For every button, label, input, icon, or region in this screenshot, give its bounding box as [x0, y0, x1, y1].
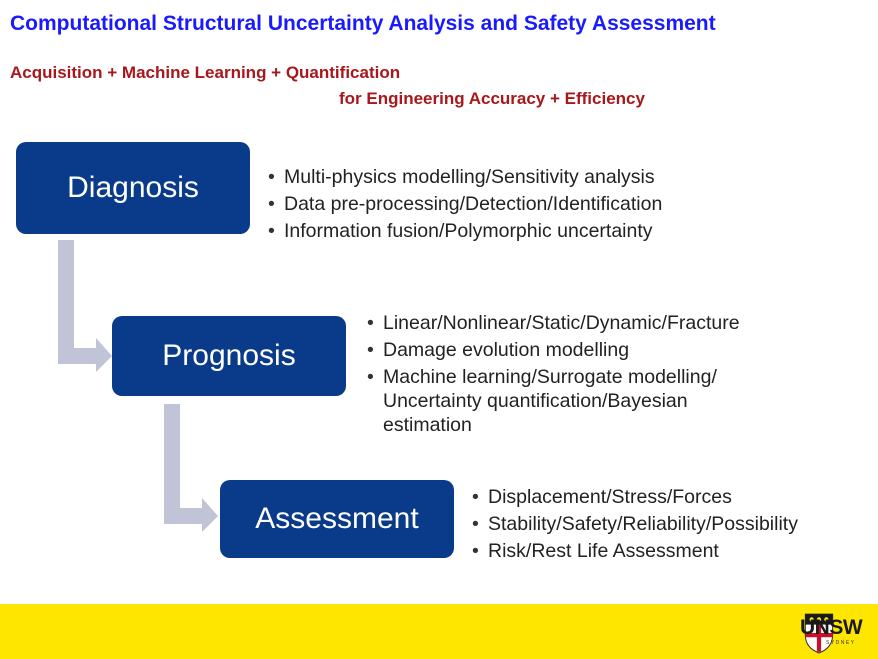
subtitle-line-2: for Engineering Accuracy + Efficiency: [339, 89, 645, 108]
list-item: • Data pre-processing/Detection/Identification: [268, 192, 748, 217]
stage-box-prognosis: [112, 316, 346, 396]
unsw-logo-subtext: SYDNEY: [826, 640, 856, 646]
footer-bar: [0, 604, 878, 659]
list-item: • Multi-physics modelling/Sensitivity analysis: [268, 165, 748, 190]
list-item: • Stability/Safety/Reliability/Possibility: [472, 512, 862, 537]
arrow-prognosis-to-assessment: [160, 404, 222, 532]
list-item: • Linear/Nonlinear/Static/Dynamic/Fracture: [367, 311, 787, 336]
prognosis-bullet-list: [367, 311, 787, 439]
arrow-diagnosis-to-prognosis: [52, 240, 114, 372]
stage-box-assessment: [220, 480, 454, 558]
diagnosis-bullet-list: [268, 165, 748, 246]
stage-label-prognosis: Prognosis: [162, 339, 296, 372]
list-item: • Machine learning/Surrogate modelling/ Uncertainty quantification/Bayesian estimation: [367, 365, 773, 437]
stage-box-diagnosis: [16, 142, 250, 234]
assessment-bullet-list: [472, 485, 862, 566]
list-item: • Displacement/Stress/Forces: [472, 485, 862, 510]
list-item: • Damage evolution modelling: [367, 338, 787, 363]
subtitle-line-1: Acquisition + Machine Learning + Quantification: [10, 63, 401, 82]
list-item: • Risk/Rest Life Assessment: [472, 539, 862, 564]
unsw-logo-text: UNSW: [800, 616, 863, 639]
slide-title: Computational Structural Uncertainty Analysis and Safety Assessment: [10, 12, 716, 35]
list-item: • Information fusion/Polymorphic uncertainty: [268, 219, 748, 244]
stage-label-assessment: Assessment: [255, 502, 419, 535]
stage-label-diagnosis: Diagnosis: [67, 171, 199, 204]
